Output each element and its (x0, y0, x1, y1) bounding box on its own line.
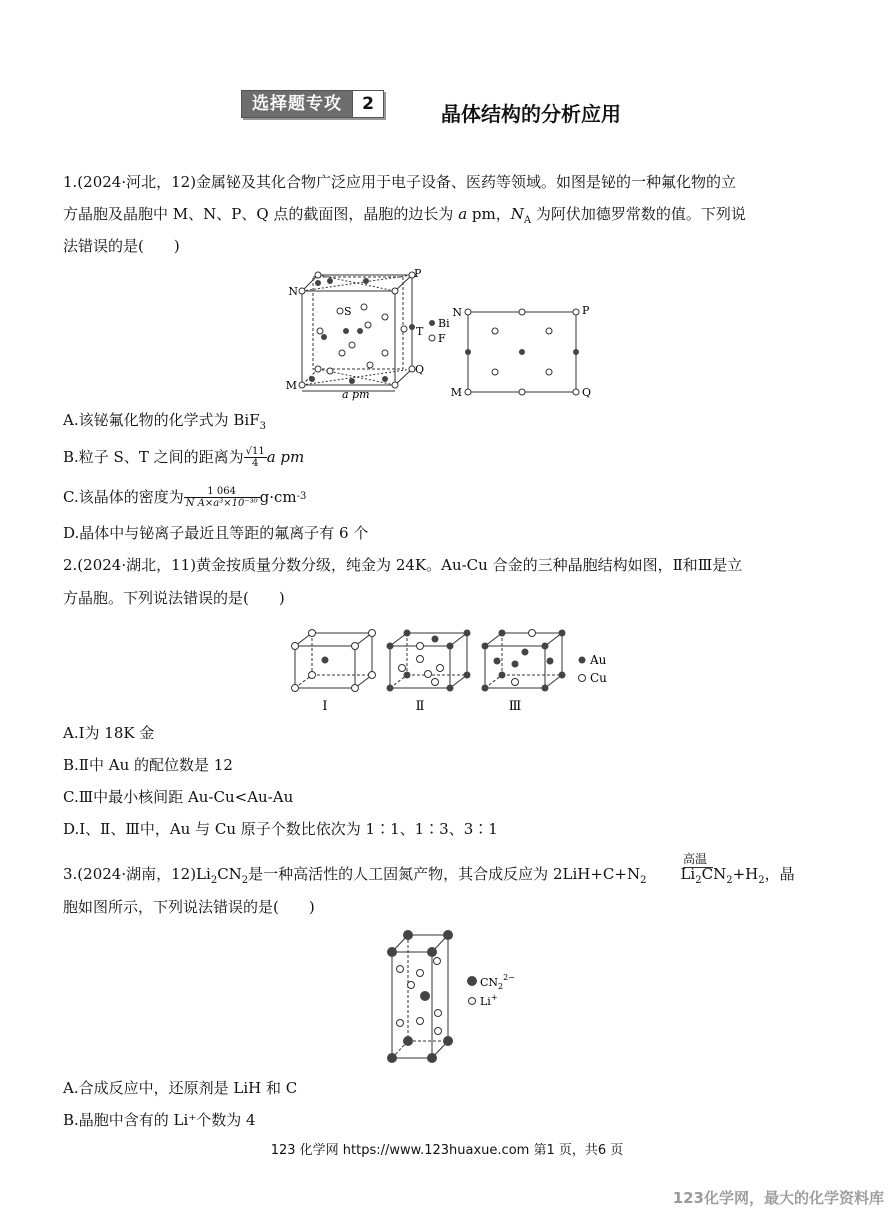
reaction-condition: 高温 (683, 852, 708, 866)
q2-crystal-figure (285, 624, 625, 716)
label-cell-iii: Ⅲ (508, 699, 522, 714)
label-s: S (344, 305, 352, 318)
label-t: T (416, 325, 424, 338)
legend-f: F (438, 332, 446, 345)
svg-text:N: N (452, 306, 462, 319)
legend-au: Au (590, 653, 607, 667)
page-title: 晶体结构的分析应用 (441, 102, 621, 126)
legend-cn2-icon (467, 976, 477, 986)
q2-stem-line1: 2.(2024·湖北，11)黄金按质量分数分级，纯金为 24K。Au-Cu 合金的三种晶胞结构如图，Ⅱ和Ⅲ是立 (63, 556, 743, 574)
legend-cu-icon (579, 675, 586, 682)
svg-text:M: M (450, 386, 462, 399)
q2-option-c: C.Ⅲ中最小核间距 Au-Cu<Au-Au (63, 788, 294, 806)
svg-text:P: P (582, 304, 590, 317)
q1-option-d: D.晶体中与铋离子最近且等距的氟离子有 6 个 (63, 524, 369, 542)
label-q: Q (415, 363, 425, 376)
q1-stem-line2: 方晶胞及晶胞中 M、N、P、Q 点的截面图，晶胞的边长为 a pm，$N_A$ 为阿伏加德罗常数的值。下列说 (63, 205, 746, 226)
label-cell-ii: Ⅱ (415, 699, 425, 714)
q2-option-d: D.Ⅰ、Ⅱ、Ⅲ中，Au 与 Cu 原子个数比依次为 1∶1、1∶3、3∶1 (63, 820, 498, 838)
site-watermark: 123化学网，最大的化学资料库 (672, 1189, 884, 1207)
q1-option-a: A.该铋氟化物的化学式为 BiF$_3$ (63, 411, 266, 432)
legend-bi: Bi (438, 317, 450, 330)
q2-option-a: A.Ⅰ为 18K 金 (63, 724, 155, 742)
svg-text:Q: Q (582, 386, 592, 399)
legend-f-icon (429, 335, 435, 341)
q1-crystal-figure (285, 265, 600, 401)
badge-label: 选择题专攻 (242, 91, 352, 117)
legend-bi-icon (429, 320, 435, 326)
q1-stem-line1: 1.(2024·河北，12)金属铋及其化合物广泛应用于电子设备、医药等领域。如图是铋的一种氟化物的立 (63, 173, 737, 191)
q2-stem-line2: 方晶胞。下列说法错误的是( ) (63, 589, 285, 607)
q3-option-b: B.晶胞中含有的 Li⁺个数为 4 (63, 1111, 256, 1129)
q1-stem-line3: 法错误的是( ) (63, 237, 180, 255)
label-p: P (414, 267, 422, 280)
q2-option-b: B.Ⅱ中 Au 的配位数是 12 (63, 756, 233, 774)
q3-stem-line1: 3.(2024·湖南，$12)Li_2CN_2$是一种高活性的人工固氮产物，其合成反应为 $2LiH+C+N_2$ $Li_2CN_2+H_2$，晶 (63, 865, 795, 886)
page-footer: 123 化学网 https://www.123huaxue.com 第1 页，共6 页 (270, 1143, 624, 1158)
legend-li-icon (469, 998, 476, 1005)
legend-cn2: $CN_2^{2-}$ (480, 973, 515, 991)
legend-au-icon (579, 657, 586, 664)
q3-stem-line2: 胞如图所示，下列说法错误的是( ) (63, 898, 315, 916)
label-m: M (285, 379, 297, 392)
legend-li: Li+ (480, 993, 498, 1008)
label-cell-i: Ⅰ (322, 699, 328, 714)
q3-option-a: A.合成反应中，还原剂是 LiH 和 C (63, 1079, 298, 1097)
q1-option-c: C.该晶体的密度为 $\frac{1 064}{\text{N A×a³×10⁻³⁰}}$ g·cm -3 (63, 485, 307, 509)
q3-crystal-figure (380, 925, 520, 1070)
label-edge: a pm (342, 388, 370, 401)
badge-number: 2 (352, 91, 383, 117)
q1-option-b: B.粒子 S、T 之间的距离为 $\frac{√11}{4}$ a pm (63, 445, 305, 469)
section-badge (241, 90, 384, 118)
label-n: N (288, 285, 298, 298)
legend-cu: Cu (590, 671, 607, 685)
